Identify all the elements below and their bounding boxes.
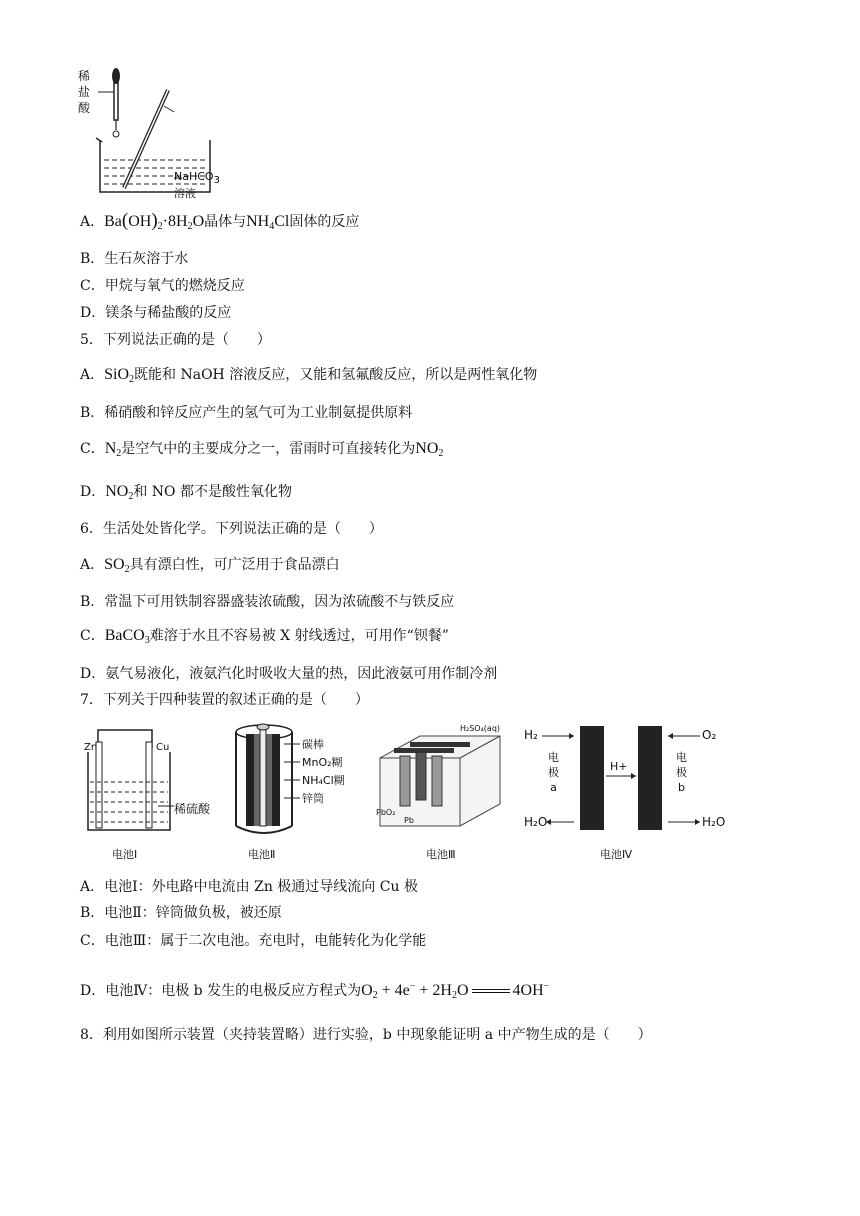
q4-option-c: C．甲烷与氧气的燃烧反应 — [80, 278, 245, 294]
battery-3-caption: 电池Ⅲ — [426, 848, 456, 861]
battery-4-h2-label: H₂ — [524, 728, 538, 742]
q7-option-b: B．电池Ⅱ：锌筒做负极，被还原 — [80, 905, 282, 921]
q4-option-b: B．生石灰溶于水 — [80, 251, 189, 267]
battery-4-h2o-right-label: H₂O — [702, 815, 726, 829]
q5-option-a: A．SiO$_2$既能和 NaOH 溶液反应，又能和氢氟酸反应，所以是两性氧化物 — [80, 366, 538, 385]
battery-3-acid-label: H₂SO₄(aq) — [460, 724, 501, 733]
battery-2-caption: 电池Ⅱ — [248, 848, 276, 861]
battery-4-figure — [524, 722, 724, 860]
battery-2-labels: 碳棒 MnO₂糊 NH₄Cl糊 锌筒 — [302, 738, 345, 805]
q8-stem: 8．利用如图所示装置（夹持装置略）进行实验，b 中现象能证明 a 中产物生成的是（ ） — [80, 1027, 652, 1043]
q6-option-b: B．常温下可用铁制容器盛装浓硫酸，因为浓硫酸不与铁反应 — [80, 594, 455, 610]
q7-option-c: C．电池Ⅲ：属于二次电池。充电时，电能转化为化学能 — [80, 933, 427, 949]
battery-1-caption: 电池Ⅰ — [112, 848, 138, 861]
battery-3-drawing — [374, 722, 510, 834]
dropper-beaker-figure — [78, 60, 258, 200]
battery-3-figure — [374, 722, 510, 860]
dropper-label: 稀 盐 酸 — [78, 69, 91, 115]
battery-1-drawing — [82, 722, 222, 834]
battery-3-pb-label: Pb — [404, 816, 414, 825]
battery-4-caption: 电池Ⅳ — [600, 848, 633, 861]
q6-option-c: C．BaCO$_3$难溶于水且不容易被 X 射线透过，可用作“钡餐” — [80, 627, 449, 646]
q6-stem: 6．生活处处皆化学。下列说法正确的是（ ） — [80, 521, 383, 537]
battery-3-pbo2-label: PbO₂ — [376, 808, 396, 817]
battery-1-cu-label: Cu — [156, 742, 170, 753]
battery-1-acid-label: 稀硫酸 — [174, 802, 211, 816]
q5-stem: 5．下列说法正确的是（ ） — [80, 332, 271, 348]
q4-option-a: A．$Ba(OH)_2\cdot 8H_2O$晶体与$NH_4Cl$固体的反应 — [80, 210, 360, 232]
battery-4-electrode-b: 电 极 b — [676, 751, 687, 794]
q6-option-a: A．$SO_2$具有漂白性，可广泛用于食品漂白 — [80, 556, 340, 575]
battery-2-figure — [232, 722, 352, 860]
battery-4-h2o-left-label: H₂O — [524, 815, 548, 829]
battery-4-electrode-a: 电 极 a — [548, 751, 559, 794]
q6-option-d: D．氨气易液化，液氨汽化时吸收大量的热，因此液氨可用作制冷剂 — [80, 666, 498, 682]
battery-2-drawing — [232, 722, 302, 838]
solution-label: NaHCO$_3$ 溶液 — [174, 170, 220, 200]
q7-stem: 7．下列关于四种装置的叙述正确的是（ ） — [80, 692, 369, 708]
beaker-drawing — [78, 60, 258, 200]
battery-1-zn-label: Zn — [84, 742, 98, 753]
battery-1-figure — [82, 722, 222, 860]
q5-option-b: B．稀硝酸和锌反应产生的氢气可为工业制氨提供原料 — [80, 405, 413, 421]
q5-option-c: C．$N_2$是空气中的主要成分之一，雷雨时可直接转化为$NO_2$ — [80, 440, 444, 459]
q7-option-a: A．电池Ⅰ：外电路中电流由 Zn 极通过导线流向 Cu 极 — [80, 879, 418, 895]
battery-4-hplus-label: H+ — [610, 760, 628, 773]
q7-option-d: D．电池Ⅳ：电极 b 发生的电极反应方程式为$O_2 + 4e^- + 2H_2O$ 4OH− — [80, 981, 550, 1001]
q4-option-d: D．镁条与稀盐酸的反应 — [80, 305, 232, 321]
q5-option-d: D．$NO_2$和 NO 都不是酸性氧化物 — [80, 483, 292, 502]
battery-4-o2-label: O₂ — [702, 728, 717, 742]
